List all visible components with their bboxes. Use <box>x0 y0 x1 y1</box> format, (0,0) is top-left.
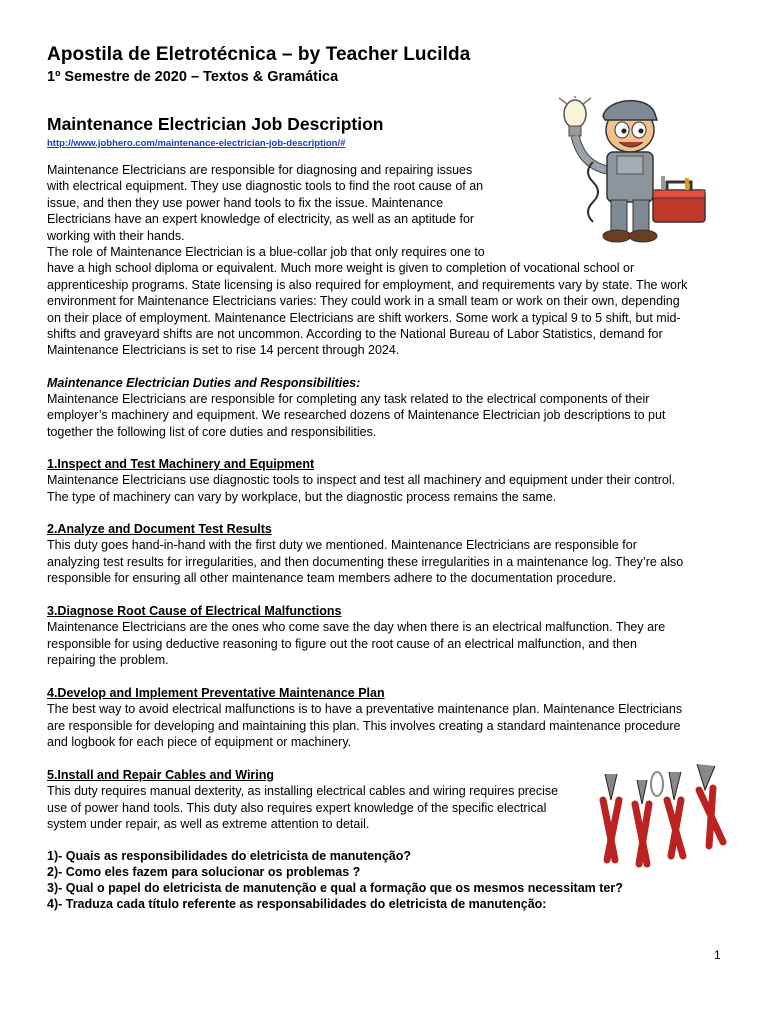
document-title: Apostila de Eletrotécnica – by Teacher Lucilda <box>47 44 471 65</box>
section-heading: 5.Install and Repair Cables and Wiring <box>47 768 275 782</box>
duties-paragraph: Maintenance Electricians are responsible for completing any task related to the electrical components of their employer’s machinery and equipment. We researched dozens of Maintenance Electrician job descriptions to put together the following list of core duties and responsibilities. <box>47 392 666 439</box>
question-4: 4)- Traduza cada título referente as responsabilidades do eletricista de manutenção: <box>47 897 547 911</box>
section-heading: 3.Diagnose Root Cause of Electrical Malfunctions <box>47 604 342 618</box>
duties-heading: Maintenance Electrician Duties and Responsibilities: <box>47 376 361 390</box>
document-subtitle: 1º Semestre de 2020 – Textos & Gramática <box>47 69 339 85</box>
question-2: 2)- Como eles fazem para solucionar os problemas ? <box>47 865 361 879</box>
section-develop: 4.Develop and Implement Preventative Maintenance Plan The best way to avoid electrical malfunctions is to have a preventative maintenance plan. Maintenance Electricians are responsible for developing and maintaining this plan. This involves creating a standard maintenance procedure and logbook for each piece of equipment or machinery. <box>47 686 683 750</box>
page-number: 1 <box>714 948 721 962</box>
section-analyze: 2.Analyze and Document Test Results This duty goes hand-in-hand with the first duty we mentioned. Maintenance Electricians are responsible for analyzing test results for irregularities, and then documenting these irregularities in a maintenance log. They’re also responsible for ensuring all other maintenance team members adhere to the documentation procedure. <box>47 522 684 586</box>
section-heading: 4.Develop and Implement Preventative Maintenance Plan <box>47 686 385 700</box>
question-3: 3)- Qual o papel do eletricista de manutenção e qual a formação que os mesmos necessitam ter? <box>47 881 623 895</box>
section-diagnose: 3.Diagnose Root Cause of Electrical Malfunctions Maintenance Electricians are the ones who come save the day when there is an electrical malfunction. They are responsible for using deductive reasoning to figure out the root cause of an electrical malfunction, and then repairing the problem. <box>47 604 666 668</box>
section-install: 5.Install and Repair Cables and Wiring This duty requires manual dexterity, as installing electrical cables and wiring requires precise use of power hand tools. This duty also requires expert knowledge of the specific electrical system under repair, as well as extreme attention to detail. <box>47 768 559 832</box>
section-heading: 2.Analyze and Document Test Results <box>47 522 272 536</box>
section-inspect: 1.Inspect and Test Machinery and Equipment Maintenance Electricians use diagnostic tools to inspect and test all machinery and equipment under their control. The type of machinery can vary by workplace, but the diagnostic process remains the same. <box>47 457 676 504</box>
intro-paragraph: Maintenance Electricians are responsible for diagnosing and repairing issues with electrical equipment. They use diagnostic tools to find the root cause of an issue, and then they use power hand tools to fix the issue. Maintenance Electricians have an expert knowledge of electricity, as well as an aptitude for working with their hands. <box>47 163 484 243</box>
section-heading: 1.Inspect and Test Machinery and Equipment <box>47 457 315 471</box>
electrician-illustration <box>545 96 750 248</box>
pliers-illustration <box>585 760 735 870</box>
role-paragraph: The role of Maintenance Electrician is a blue-collar job that only requires one to have a high school diploma or equivalent. Much more weight is given to completion of vocational school or apprenticeship programs. State licensing is also required for employment, and requirements vary by state. The work environment for Maintenance Electricians varies: They could work in a small team or work on their own, depending on their place of employment. Maintenance Electricians are shift workers. Some work a typical 9 to 5 shift, but mid- shifts and graveyard shifts are not uncommon. According to the National Bureau of Labor Statistics, demand for Maintenance Electricians is set to rise 14 percent through 2024. <box>47 245 688 358</box>
question-1: 1)- Quais as responsibilidades do eletricista de manutenção? <box>47 849 411 863</box>
article-title: Maintenance Electrician Job Description <box>47 114 384 134</box>
source-link[interactable]: http://www.jobhero.com/maintenance-electrician-job-description/# <box>47 138 346 149</box>
